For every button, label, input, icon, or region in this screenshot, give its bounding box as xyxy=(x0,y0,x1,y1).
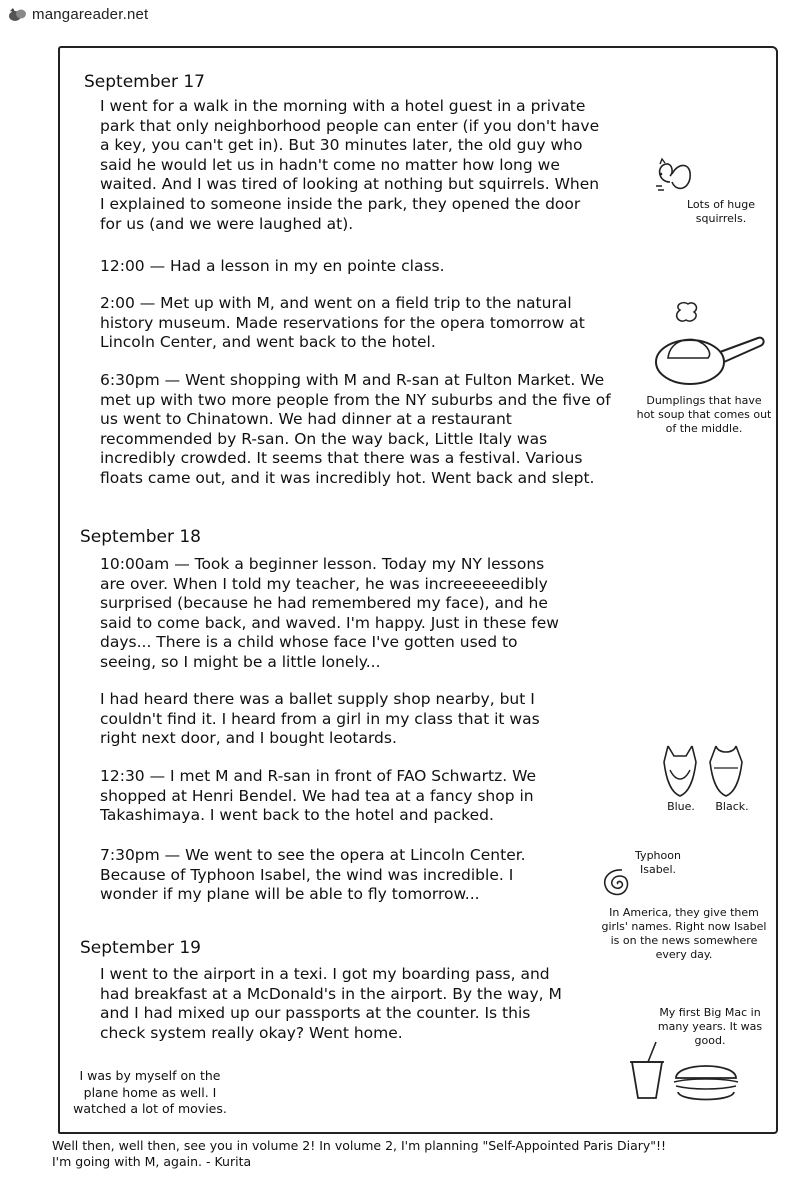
side-note-leotard-black: Black. xyxy=(715,800,749,813)
diary-entry: 12:30 — I met M and R-san in front of FAO Schwartz. We shopped at Henri Bendel. We had tea at a fancy shop in Takashimaya. I went back to the hotel and packed. xyxy=(100,767,537,825)
diary-entry: 12:00 — Had a lesson in my en pointe class. xyxy=(100,257,445,275)
side-note-typhoon-title: Typhoon Isabel. xyxy=(635,849,681,876)
site-logo-text: mangareader.net xyxy=(32,6,149,23)
footer-line: Well then, well then, see you in volume 2! In volume 2, I'm planning "Self-Appointed Paris Diary"!! xyxy=(52,1138,667,1153)
site-logo xyxy=(8,6,148,23)
squirrel-icon xyxy=(648,152,696,202)
side-note-dumplings: Dumplings that have hot soup that comes out of the middle. xyxy=(636,394,772,435)
logo-icon xyxy=(8,7,28,23)
typhoon-spiral-icon xyxy=(598,866,638,902)
footer-line: I'm going with M, again. - Kurita xyxy=(52,1154,252,1169)
diary-entry: 10:00am — Took a beginner lesson. Today my NY lessons are over. When I told my teacher, he was increeeeeedibly surprised (because he had remembered my face), and he said to come back, and waved. I'm happy. Just in these few days... There is a child whose face I've gotten used to seeing, so I might be a little lonely... xyxy=(100,555,559,671)
side-note-leotard-blue: Blue. xyxy=(667,800,695,813)
diary-entry: I went for a walk in the morning with a hotel guest in a private park that only neighborhood people can enter (if you don't have a key, you can't get in). But 30 minutes later, the old guy who said he would let us in hadn't come no matter how long we waited. And I was tired of looking at nothing but squirrels. When I explained to someone inside the park, they opened the door for us (and we were laughed at). xyxy=(100,97,600,233)
leotard-blue-icon xyxy=(660,742,700,798)
footer-message xyxy=(52,1138,666,1170)
date-heading: September 18 xyxy=(80,527,202,547)
drink-cup-icon xyxy=(626,1040,668,1102)
diary-entry: 6:30pm — Went shopping with M and R-san at Fulton Market. We met up with two more people from the NY suburbs and the five of us went to Chinatown. We had dinner at a restaurant recommended by R-san. On the way back, Little Italy was incredibly crowded. It seems that there was a festival. Various floats came out, and it was incredibly hot. Went back and slept. xyxy=(100,371,611,487)
side-note-plane-home: I was by myself on the plane home as well. I watched a lot of movies. xyxy=(73,1068,227,1116)
date-heading: September 17 xyxy=(84,72,206,92)
date-heading: September 19 xyxy=(80,938,202,958)
side-note-typhoon: In America, they give them girls' names. Right now Isabel is on the news somewhere every day. xyxy=(601,906,767,961)
diary-entry: 2:00 — Met up with M, and went on a field trip to the natural history museum. Made reservations for the opera tomorrow at Lincoln Center, and went back to the hotel. xyxy=(100,294,585,352)
diary-entry: 7:30pm — We went to see the opera at Lincoln Center. Because of Typhoon Isabel, the wind was incredible. I wonder if my plane will be able to fly tomorrow... xyxy=(100,846,526,904)
side-note-big-mac: My first Big Mac in many years. It was good. xyxy=(657,1006,763,1047)
side-note-squirrels: Lots of huge squirrels. xyxy=(687,198,755,225)
leotard-black-icon xyxy=(706,742,746,798)
big-mac-icon xyxy=(670,1058,742,1104)
diary-entry: I had heard there was a ballet supply shop nearby, but I couldn't find it. I heard from a girl in my class that it was right next door, and I bought leotards. xyxy=(100,690,540,748)
diary-entry: I went to the airport in a texi. I got my boarding pass, and had breakfast at a McDonald's in the airport. By the way, M and I had mixed up our passports at the counter. Is this check system really okay? Went home. xyxy=(100,965,562,1042)
soup-dumpling-icon xyxy=(650,300,766,388)
